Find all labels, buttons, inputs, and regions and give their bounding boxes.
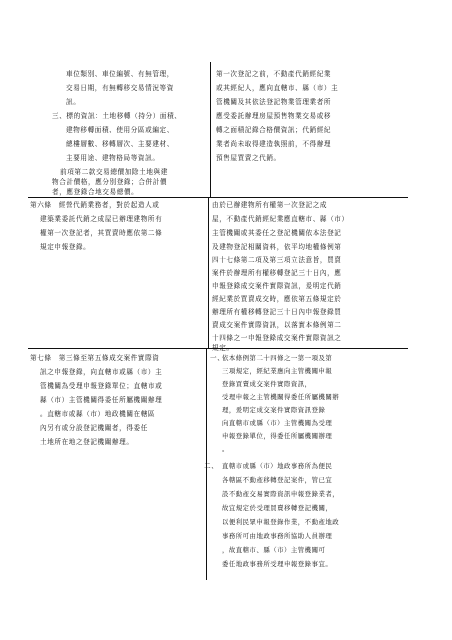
text-line: 四十七條第二項及第三項立法意旨，買賣 [212, 256, 342, 264]
text-line: 管機關為受理申報登錄單位；直轄市或 [40, 382, 163, 390]
text-line: 經紀業於買賣成交時，應依第五條規定於 [212, 295, 342, 303]
text-line: 。直轄市或縣（市）地政機關在轄區 [40, 410, 156, 418]
text-line: 建築業委託代銷之成屋已辦理建物所有 [40, 215, 163, 223]
text-line: 案件於辦理所有權移轉登記三十日內，應 [212, 269, 342, 277]
text-line: 規定申報登錄。 [40, 243, 91, 251]
text-line: 或其經紀人，應向直轄市、縣（市）主 [216, 84, 339, 92]
text-line: 第一次登記之前，不動產代銷經紀業 [216, 70, 332, 78]
text-line: 理，爰明定成交案件實際資訊登錄 [222, 406, 326, 414]
text-line: 委任地政事務所受理申報登錄事宜。 [222, 560, 333, 568]
text-line: 賣成交案件實際資訊，以落實本條例第二 [212, 321, 342, 329]
column-divider-middle [208, 197, 209, 349]
row-divider-1 [28, 197, 408, 198]
text-line: 管機關及其依法登記物業管理業者所 [216, 98, 332, 106]
text-line: 由於已辦建物所有權第一次登記之成 [212, 201, 328, 209]
text-line: 故宜規定於受理買賣移轉登記機關， [222, 504, 333, 512]
text-line: 。 [222, 445, 229, 453]
text-line: 辦理所有權移轉登記三十日內申報登錄買 [212, 308, 342, 316]
text-line: 車位類別、車位編號、有無管理， [66, 70, 174, 78]
text-line: 交易日期，有無轉移交易情況等資 [66, 84, 174, 92]
item-marker: 二、 [204, 462, 219, 470]
text-line: 直轄市或縣（市）地政事務所為便民 [222, 462, 333, 470]
text-line: 各轄區不動產移轉登記案件，管已宜 [222, 476, 333, 484]
text-line: 預售屋買賣之代銷。 [216, 154, 281, 162]
text-line: 登錄買賣成交案件實際資訊， [222, 380, 312, 388]
text-line: 三、標的資訊：土地移轉（持分）面積、 [52, 112, 182, 120]
item-marker: 一、 [210, 354, 225, 362]
text-line: 總樓層數、移轉層次、主要建材、 [66, 140, 174, 148]
text-line: 縣（市）主管機關得委任所屬機關辦理 [40, 396, 163, 404]
text-line: ，故直轄市、縣（市）主管機關可 [222, 546, 326, 554]
text-line: 設不動產交易實際資訊申報登錄業者， [222, 490, 340, 498]
text-line: 物合計價格，應分別登錄；合併計價 [52, 178, 168, 186]
text-line: 應受委託辦理房屋預售物業交易或移 [216, 112, 332, 120]
text-line: 申報登錄成交案件實際資訊，爰明定代銷 [212, 282, 342, 290]
text-line: 訊之申報登錄，向直轄市或縣（市）主 [40, 368, 163, 376]
text-line: 以便利民眾申報登錄作業，不動產地政 [222, 518, 340, 526]
text-line: 屋，不動產代銷經紀業應直轄市、縣（市） [212, 215, 349, 223]
text-line: 第六條 經營代銷業務者，對於起造人或 [30, 201, 160, 209]
text-line: 事務所可由地政事務所協助人員辦理 [222, 532, 333, 540]
text-line: 主管機關或其委任之登記機關依本法登記 [212, 229, 342, 237]
text-line: 前項第二款交易總價加除土地與建 [60, 168, 168, 176]
column-divider-top [210, 62, 211, 198]
text-line: 受理申報之主管機關得委任所屬機關辦 [222, 393, 340, 401]
text-line: 內另有或分設登記機關者，得委任 [40, 424, 148, 432]
text-line: 主要用途、建物格局等資訊。 [66, 154, 160, 162]
text-line: 土地所在地之登記機關辦理。 [40, 438, 134, 446]
text-line: 者，應登錄合地交易總價。 [52, 188, 139, 196]
text-line: 申報登錄單位，得委任所屬機關辦理 [222, 432, 333, 440]
text-line: 建物移轉面積、使用分區或編定、 [66, 126, 174, 134]
text-line: 業者尚未取得建造執照前，不得辦理 [216, 140, 332, 148]
text-line: 十四條之一申報登錄成交案件實際資訊之 [212, 334, 342, 342]
text-line: 三項規定，經紀業應向主管機關申報 [222, 367, 333, 375]
text-line: 及建物登記相關資料，依平均地權條例第 [212, 243, 342, 251]
text-line: 轉之面積記錄合格價資訊；代銷經紀 [216, 126, 332, 134]
text-line: 規定。 [212, 344, 234, 352]
text-line: 向直轄市或縣（市）主管機關為受理 [222, 419, 333, 427]
text-line: 權第一次登記者，其買賣時應依第二條 [40, 229, 163, 237]
text-line: 訊。 [66, 98, 81, 106]
text-line: 依本條例第二十四條之一第一項及第 [222, 354, 333, 362]
text-line: 第七條 第三條至第五條成交案件實際資 [30, 354, 160, 362]
